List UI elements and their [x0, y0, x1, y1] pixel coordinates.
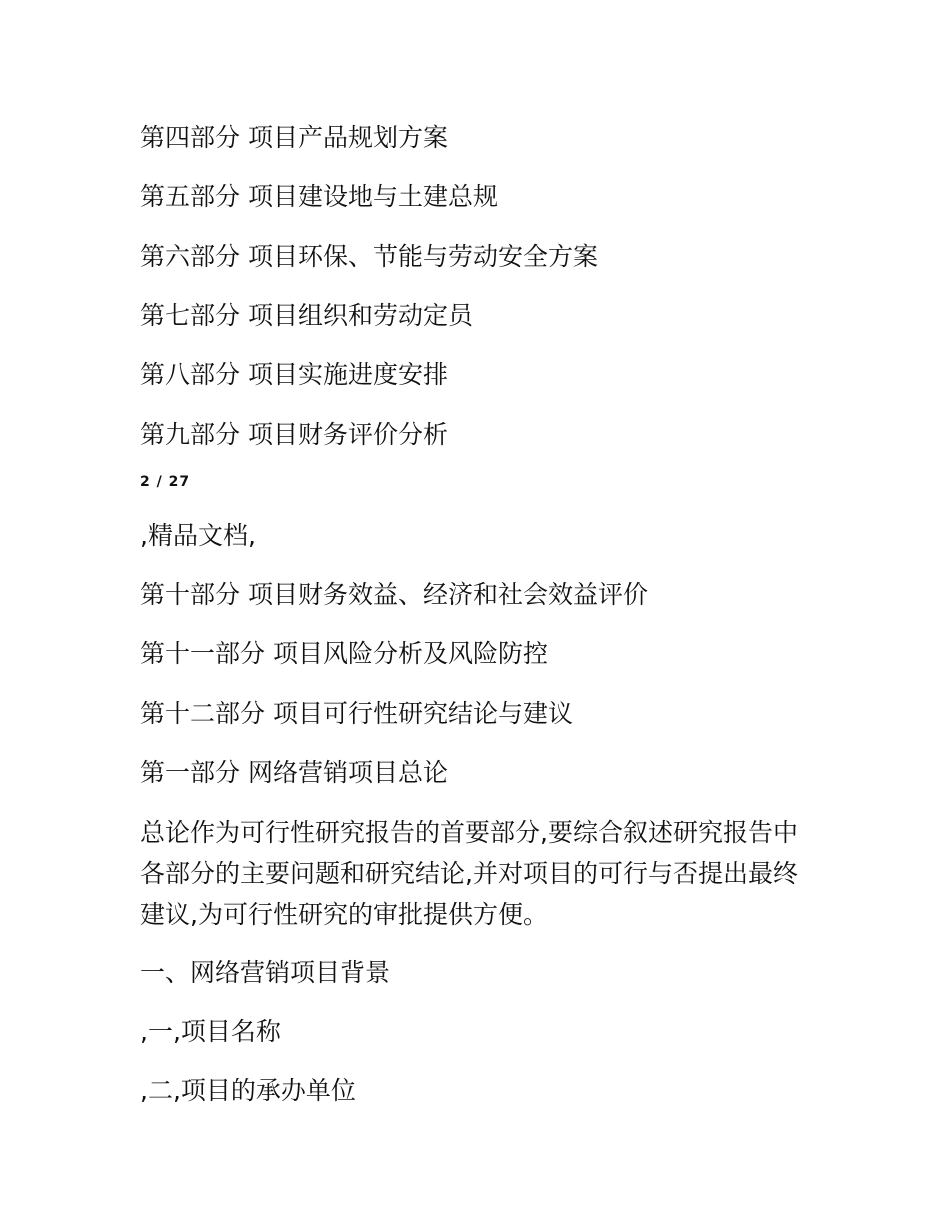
- toc-entry-part-4: 第四部分 项目产品规划方案: [140, 123, 448, 152]
- intro-paragraph: 总论作为可行性研究报告的首要部分,要综合叙述研究报告中各部分的主要问题和研究结论,并对项目的可行与否提出最终建议,为可行性研究的审批提供方便。: [140, 818, 798, 929]
- header-note: ,精品文档,: [140, 521, 256, 550]
- toc-entry-part-8: 第八部分 项目实施进度安排: [140, 360, 448, 389]
- toc-entry-part-9: 第九部分 项目财务评价分析: [140, 420, 448, 449]
- toc-entry-part-12: 第十二部分 项目可行性研究结论与建议: [140, 699, 573, 728]
- item-project-name: ,一,项目名称: [140, 1017, 281, 1046]
- toc-entry-part-5: 第五部分 项目建设地与土建总规: [140, 182, 498, 211]
- item-project-undertaker: ,二,项目的承办单位: [140, 1076, 356, 1105]
- subsection-title: 一、网络营销项目背景: [140, 958, 391, 987]
- toc-entry-part-10: 第十部分 项目财务效益、经济和社会效益评价: [140, 580, 648, 609]
- section-title: 第一部分 网络营销项目总论: [140, 758, 448, 787]
- toc-entry-part-7: 第七部分 项目组织和劳动定员: [140, 301, 473, 330]
- toc-entry-part-6: 第六部分 项目环保、节能与劳动安全方案: [140, 242, 598, 271]
- toc-entry-part-11: 第十一部分 项目风险分析及风险防控: [140, 639, 548, 668]
- page-number: 2 / 27: [140, 474, 191, 490]
